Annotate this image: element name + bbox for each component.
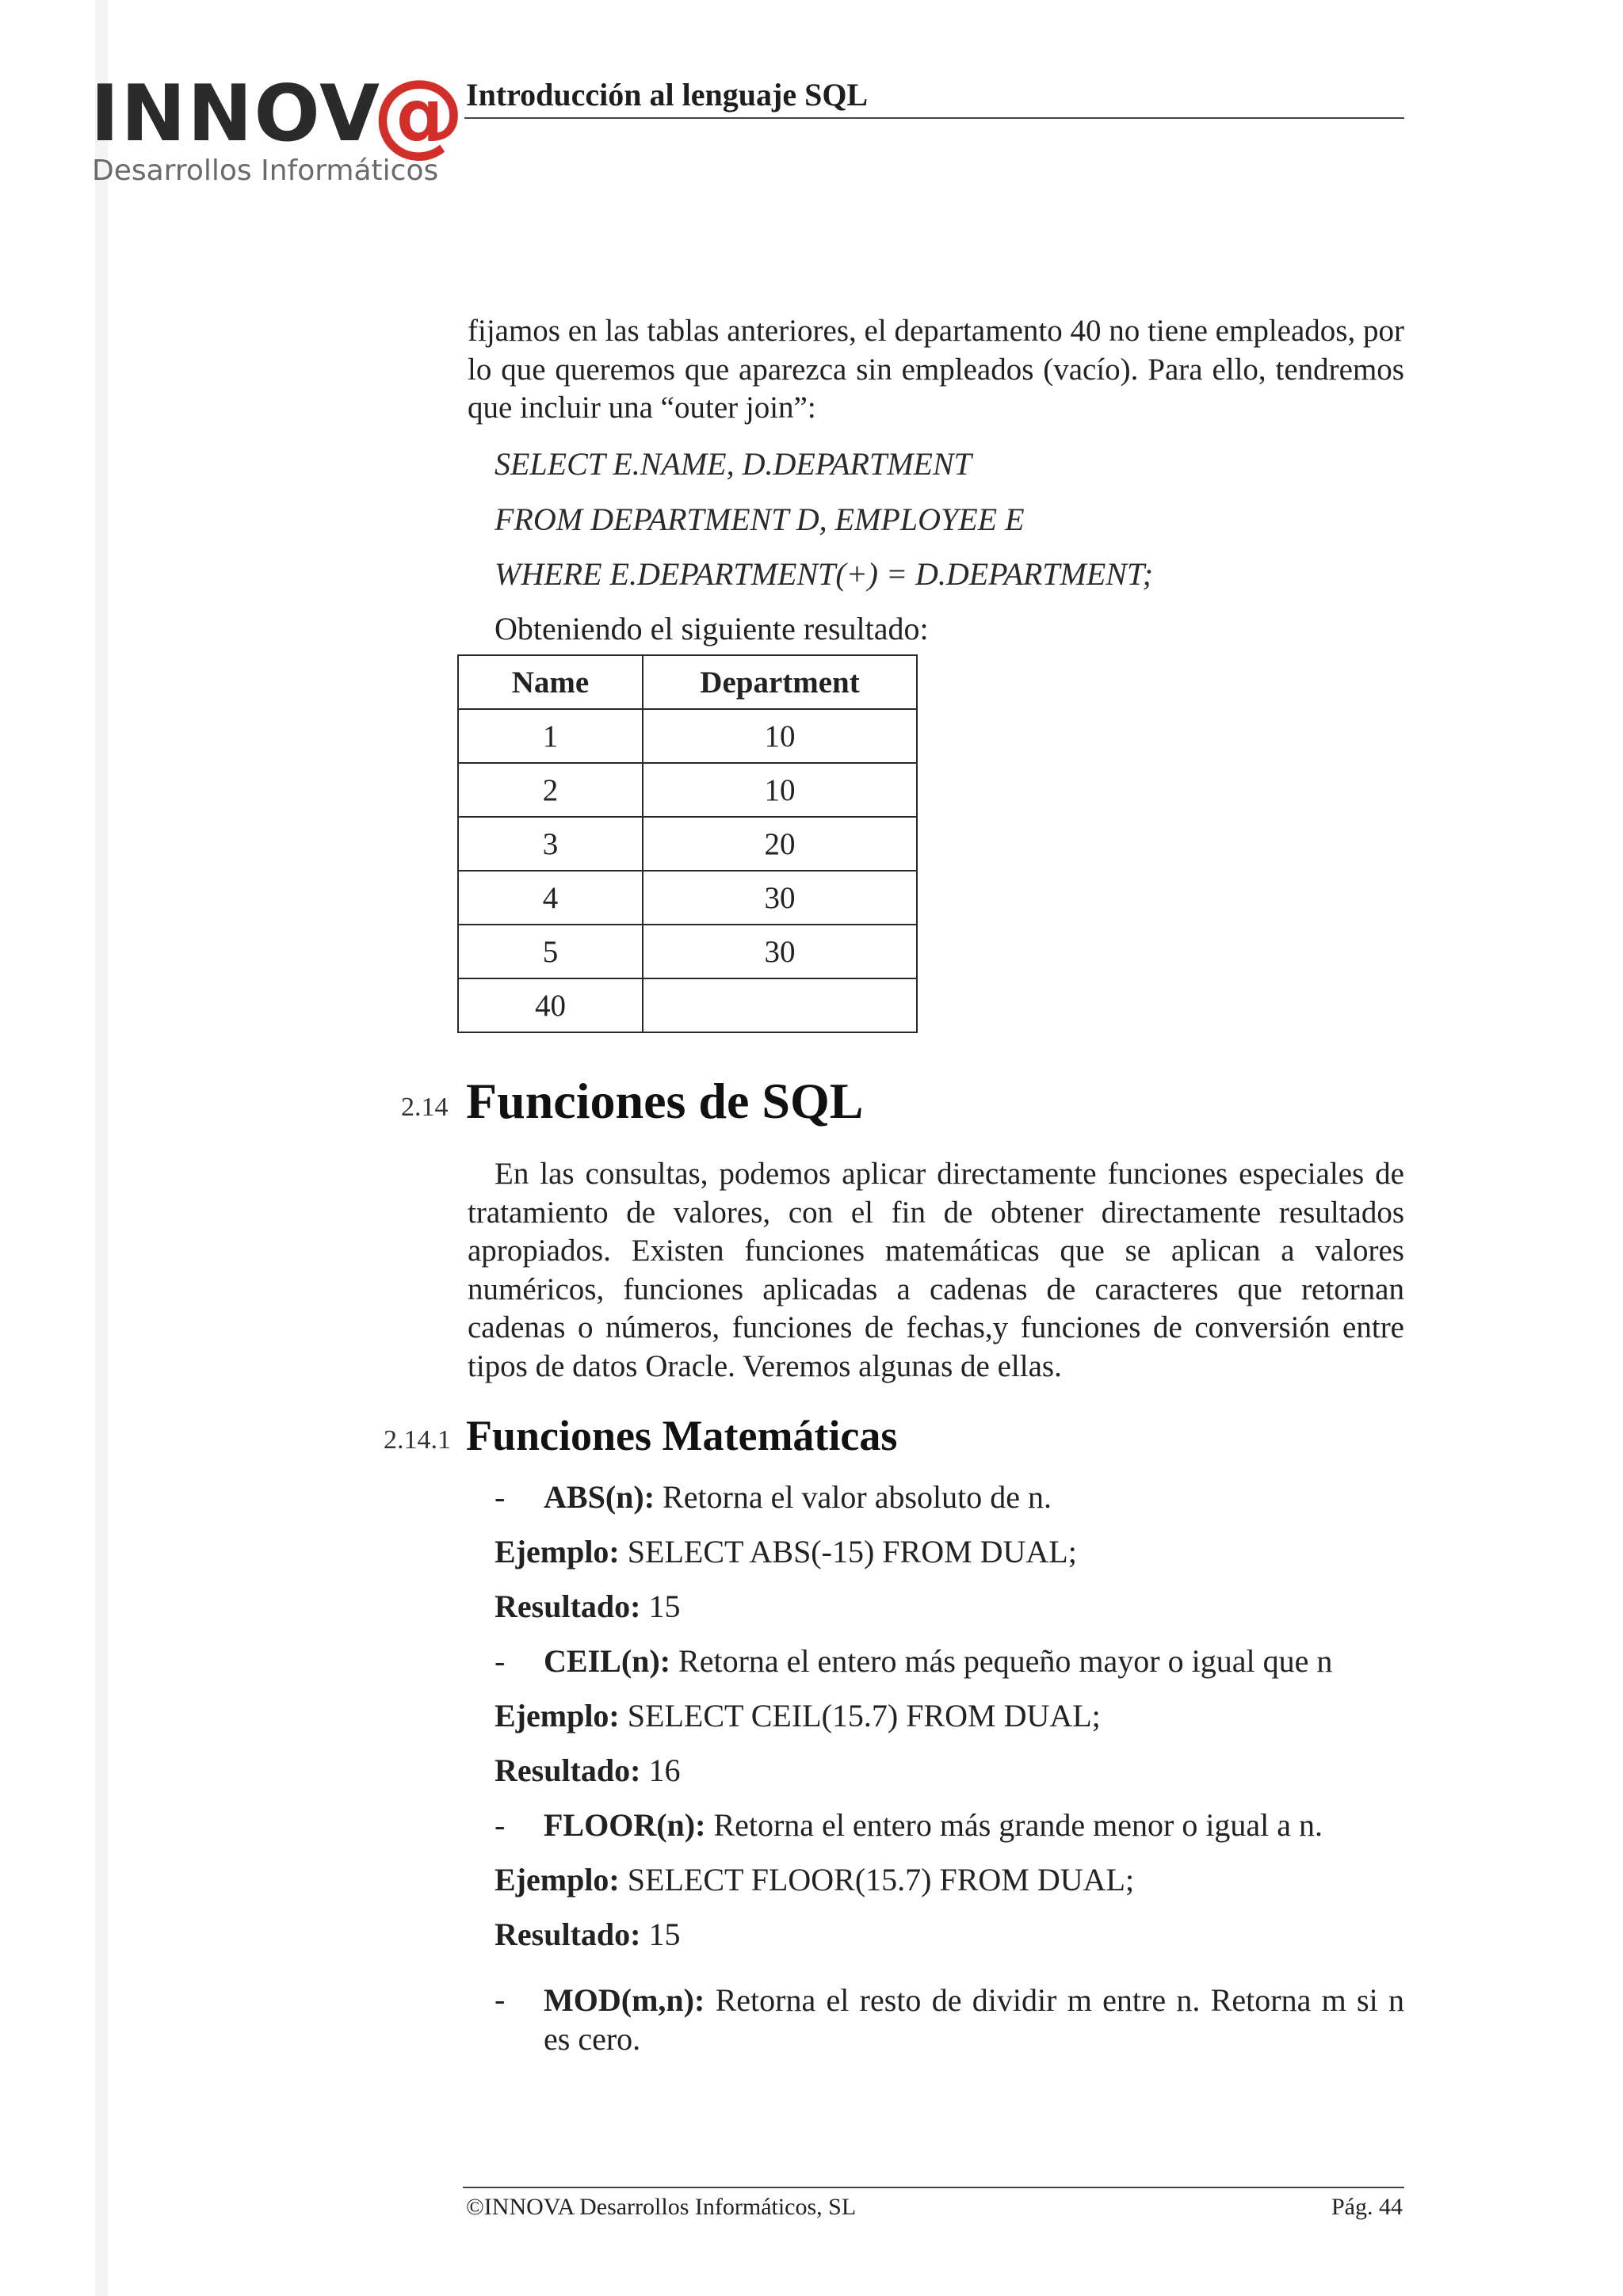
result-floor [495, 1916, 680, 1954]
logo-wordmark: INNOV [90, 69, 382, 159]
table-header-row [458, 655, 917, 709]
header-divider [464, 117, 1404, 119]
example-abs [495, 1533, 1077, 1571]
list-bullet: - [495, 1807, 506, 1843]
result-abs [495, 1588, 680, 1626]
result-intro: Obteniendo el siguiente resultado: [495, 611, 929, 646]
function-name: FLOOR(n): [544, 1807, 706, 1843]
cell-name: 2 [458, 763, 643, 817]
cell-department: 20 [643, 817, 917, 871]
footer-divider [463, 2187, 1404, 2188]
list-bullet: - [495, 1643, 506, 1679]
function-name: ABS(n): [544, 1479, 655, 1515]
result-label: Resultado: [495, 1589, 641, 1624]
sql-line-select: SELECT E.NAME, D.DEPARTMENT [495, 446, 972, 482]
cell-name: 3 [458, 817, 643, 871]
cell-name: 40 [458, 978, 643, 1032]
result-value: 15 [648, 1917, 681, 1952]
logo-at-sign: @ [372, 60, 464, 167]
column-header-department: Department [643, 655, 917, 709]
table-row [458, 709, 917, 763]
section-block [468, 1155, 1404, 1386]
sql-line-where: WHERE E.DEPARTMENT(+) = D.DEPARTMENT; [495, 556, 1153, 592]
example-code: SELECT ABS(-15) FROM DUAL; [627, 1534, 1077, 1569]
result-label: Resultado: [495, 1917, 641, 1952]
function-description: Retorna el entero más grande menor o igual a n. [713, 1807, 1323, 1843]
result-value: 16 [648, 1753, 681, 1788]
table-row [458, 978, 917, 1032]
section-paragraph: En las consultas, podemos aplicar directamente funciones especiales de tratamiento de valores, con el fin de obtener directamente resultados apropiados. Existen funciones matemáticas que se aplican a valores numéricos, funciones aplicadas a cadenas de caracteres que retornan cadenas o números, funciones de fechas,y funciones de conversión entre tipos de datos Oracle. Veremos algunas de ellas. [468, 1157, 1404, 1383]
example-code: SELECT CEIL(15.7) FROM DUAL; [627, 1698, 1101, 1733]
page-edge-shade [95, 0, 108, 2296]
table-row [458, 925, 917, 978]
table-row [458, 871, 917, 925]
table-row [458, 817, 917, 871]
function-item-ceil [544, 1642, 1332, 1680]
function-item-abs [544, 1478, 1052, 1516]
cell-department: 30 [643, 871, 917, 925]
cell-name: 4 [458, 871, 643, 925]
example-label: Ejemplo: [495, 1862, 620, 1897]
subsection-heading: Funciones Matemáticas [466, 1412, 898, 1459]
cell-department [643, 978, 917, 1032]
logo-subtitle: Desarrollos Informáticos [92, 154, 439, 187]
footer-copyright: ©INNOVA Desarrollos Informáticos, SL [466, 2194, 857, 2220]
cell-department: 30 [643, 925, 917, 978]
function-item-mod [544, 1981, 1404, 2058]
result-ceil [495, 1752, 680, 1790]
result-value: 15 [648, 1589, 681, 1624]
cell-name: 1 [458, 709, 643, 763]
column-header-name: Name [458, 655, 643, 709]
example-label: Ejemplo: [495, 1534, 620, 1569]
company-logo [90, 60, 464, 192]
example-ceil [495, 1697, 1101, 1735]
document-title: Introducción al lenguaje SQL [466, 77, 869, 113]
section-number: 2.14 [401, 1093, 449, 1122]
section-heading: Funciones de SQL [466, 1073, 864, 1129]
example-code: SELECT FLOOR(15.7) FROM DUAL; [627, 1862, 1135, 1897]
cell-department: 10 [643, 709, 917, 763]
list-bullet: - [495, 1981, 506, 2017]
intro-paragraph: fijamos en las tablas anteriores, el departamento 40 no tiene empleados, por lo que queremos que aparezca sin empleados (vacío). Para ello, tendremos que incluir una “outer join”: [468, 314, 1404, 425]
page-number: Pág. 44 [1331, 2194, 1403, 2220]
function-item-floor [544, 1806, 1323, 1844]
intro-block [468, 312, 1404, 428]
result-table [457, 654, 918, 1033]
subsection-number: 2.14.1 [384, 1425, 451, 1455]
cell-department: 10 [643, 763, 917, 817]
function-description: Retorna el entero más pequeño mayor o igual que n [678, 1643, 1333, 1679]
cell-name: 5 [458, 925, 643, 978]
list-bullet: - [495, 1479, 506, 1515]
example-floor [495, 1861, 1134, 1899]
function-name: CEIL(n): [544, 1643, 671, 1679]
function-name: MOD(m,n): [544, 1982, 705, 2018]
example-label: Ejemplo: [495, 1698, 620, 1733]
sql-line-from: FROM DEPARTMENT D, EMPLOYEE E [495, 502, 1025, 537]
function-description: Retorna el valor absoluto de n. [663, 1479, 1052, 1515]
result-label: Resultado: [495, 1753, 641, 1788]
table-row [458, 763, 917, 817]
function-description: Retorna el resto de dividir m entre n. Retorna m si n es cero. [544, 1982, 1405, 2057]
